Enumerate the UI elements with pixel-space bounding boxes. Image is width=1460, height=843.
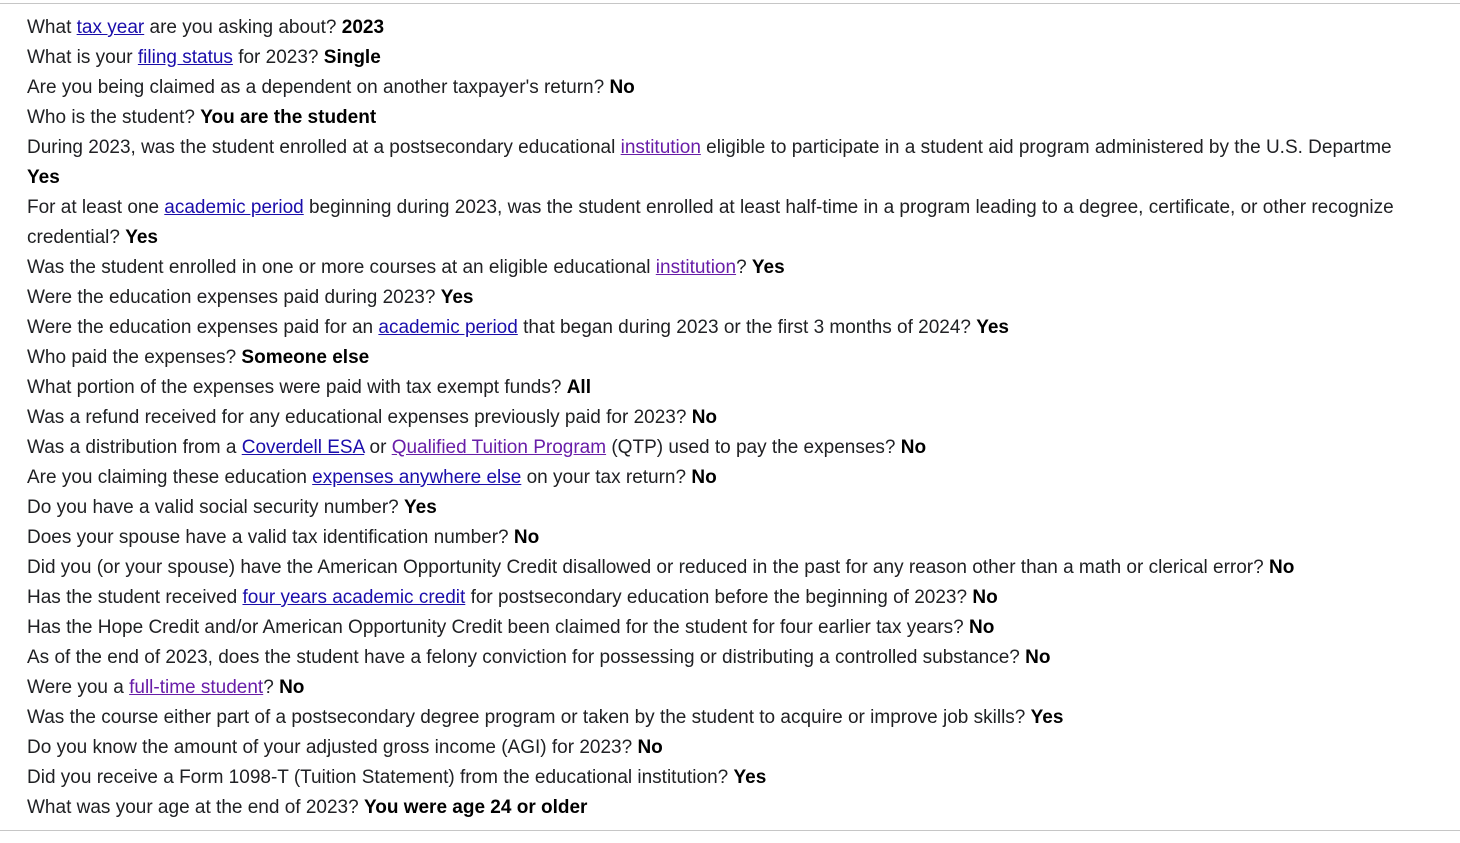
term-definition-link[interactable]: academic period: [164, 197, 304, 218]
top-divider: [0, 3, 1460, 4]
question-text: What portion of the expenses were paid with tax exempt funds?: [27, 377, 567, 398]
qa-line: [27, 373, 1460, 403]
answer-value: You were age 24 or older: [363, 797, 588, 818]
question-text: Do you have a valid social security number?: [27, 497, 405, 518]
qa-line: [27, 73, 1460, 103]
answer-value: No: [1268, 557, 1295, 578]
question-text: Was a refund received for any educational expenses previously paid for 2023?: [27, 407, 692, 428]
qa-line: [27, 133, 1460, 163]
qa-line: [27, 583, 1460, 613]
qa-line: [27, 703, 1460, 733]
answer-value: Yes: [1030, 707, 1064, 728]
term-definition-link[interactable]: four years academic credit: [242, 587, 466, 608]
qa-line: [27, 163, 1460, 193]
qa-line: [27, 103, 1460, 133]
question-text: Does your spouse have a valid tax identification number?: [27, 527, 514, 548]
term-definition-link[interactable]: tax year: [76, 17, 145, 38]
question-text: Did you (or your spouse) have the American Opportunity Credit disallowed or reduced in the past for any reason other than a math or clerical error?: [27, 557, 1269, 578]
question-text: for 2023?: [232, 47, 324, 68]
term-definition-link[interactable]: institution: [620, 137, 701, 158]
answer-value: Yes: [751, 257, 785, 278]
question-text: Do you know the amount of your adjusted gross income (AGI) for 2023?: [27, 737, 638, 758]
answer-value: No: [279, 677, 305, 698]
answer-value: No: [637, 737, 663, 758]
qa-line: [27, 523, 1460, 553]
question-text: ?: [263, 677, 280, 698]
question-text: for postsecondary education before the beginning of 2023?: [465, 587, 973, 608]
answer-value: Yes: [733, 767, 767, 788]
question-text: During 2023, was the student enrolled at a postsecondary educational: [27, 137, 621, 158]
qa-line: [27, 43, 1460, 73]
question-text: Was the course either part of a postsecondary degree program or taken by the student to acquire or improve job skills?: [27, 707, 1031, 728]
answer-value: Single: [323, 47, 381, 68]
answer-value: No: [969, 617, 995, 638]
answer-value: Someone else: [241, 347, 370, 368]
answer-value: All: [566, 377, 591, 398]
answer-value: No: [691, 407, 718, 428]
question-text: What was your age at the end of 2023?: [27, 797, 364, 818]
term-definition-link[interactable]: Coverdell ESA: [241, 437, 365, 458]
qa-line: [27, 223, 1460, 253]
question-text: Were the education expenses paid for an: [27, 317, 379, 338]
qa-line: [27, 13, 1460, 43]
qa-line: [27, 673, 1460, 703]
interview-summary-list: [27, 13, 1460, 823]
question-text: Was a distribution from a: [27, 437, 242, 458]
qa-line: [27, 733, 1460, 763]
term-definition-link[interactable]: Qualified Tuition Program: [391, 437, 607, 458]
qa-line: [27, 343, 1460, 373]
term-definition-link[interactable]: academic period: [378, 317, 518, 338]
question-text: Who is the student?: [27, 107, 201, 128]
question-text: (QTP) used to pay the expenses?: [606, 437, 901, 458]
qa-line: [27, 463, 1460, 493]
question-text: What: [27, 17, 77, 38]
qa-line: [27, 763, 1460, 793]
term-definition-link[interactable]: full-time student: [129, 677, 264, 698]
question-text: Were the education expenses paid during 2023?: [27, 287, 441, 308]
answer-value: You are the student: [200, 107, 377, 128]
question-text: Was the student enrolled in one or more courses at an eligible educational: [27, 257, 656, 278]
qa-line: [27, 793, 1460, 823]
answer-value: No: [691, 467, 717, 488]
answer-value: Yes: [404, 497, 437, 518]
term-definition-link[interactable]: expenses anywhere else: [312, 467, 522, 488]
answer-value: 2023: [341, 17, 385, 38]
answer-value: No: [972, 587, 998, 608]
question-text: Are you claiming these education: [27, 467, 313, 488]
question-text: Were you a: [27, 677, 130, 698]
qa-line: [27, 253, 1460, 283]
qa-line: [27, 193, 1460, 223]
question-text: ?: [736, 257, 752, 278]
qa-line: [27, 493, 1460, 523]
qa-line: [27, 313, 1460, 343]
question-text: or: [364, 437, 392, 458]
answer-value: No: [1025, 647, 1051, 668]
qa-line: [27, 283, 1460, 313]
answer-value: No: [900, 437, 927, 458]
question-text: What is your: [27, 47, 138, 68]
answer-value: Yes: [27, 167, 60, 188]
qa-line: [27, 643, 1460, 673]
term-definition-link[interactable]: institution: [655, 257, 737, 278]
question-text: that began during 2023 or the first 3 months of 2024?: [517, 317, 977, 338]
answer-value: Yes: [125, 227, 158, 248]
question-text: Has the Hope Credit and/or American Opportunity Credit been claimed for the student for four earlier tax years?: [27, 617, 970, 638]
answer-value: Yes: [440, 287, 474, 308]
question-text: beginning during 2023, was the student enrolled at least half-time in a program leading to a degree, certificate, or other recognize: [303, 197, 1394, 218]
qa-line: [27, 613, 1460, 643]
question-text: As of the end of 2023, does the student have a felony conviction for possessing or distributing a controlled substance?: [27, 647, 1026, 668]
question-text: credential?: [27, 227, 126, 248]
answer-value: No: [609, 77, 635, 98]
qa-line: [27, 403, 1460, 433]
answer-value: No: [513, 527, 540, 548]
question-text: For at least one: [27, 197, 165, 218]
qa-line: [27, 433, 1460, 463]
question-text: on your tax return?: [521, 467, 692, 488]
question-text: Did you receive a Form 1098-T (Tuition Statement) from the educational institution?: [27, 767, 734, 788]
question-text: Who paid the expenses?: [27, 347, 242, 368]
question-text: Has the student received: [27, 587, 243, 608]
question-text: Are you being claimed as a dependent on another taxpayer's return?: [27, 77, 610, 98]
term-definition-link[interactable]: filing status: [137, 47, 233, 68]
question-text: are you asking about?: [144, 17, 342, 38]
qa-line: [27, 553, 1460, 583]
bottom-divider: [0, 830, 1460, 831]
answer-value: Yes: [976, 317, 1009, 338]
question-text: eligible to participate in a student aid program administered by the U.S. Departme: [700, 137, 1392, 158]
